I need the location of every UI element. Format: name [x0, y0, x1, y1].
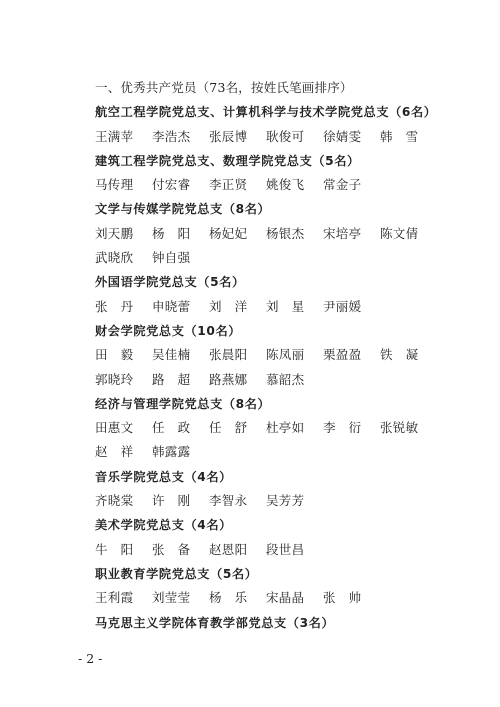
department-title: 文学与传媒学院党总支（8名） [95, 202, 271, 217]
member-name: 李 衍 [323, 420, 362, 436]
document-content [95, 76, 455, 635]
member-name: 赵 祥 [95, 444, 134, 460]
member-name: 张辰博 [209, 128, 248, 144]
member-name: 李智永 [209, 493, 248, 509]
department-title: 航空工程学院党总支、计算机科学与技术学院党总支（6名） [95, 105, 437, 120]
section-title: 一、优秀共产党员（73名，按姓氏笔画排序） [95, 80, 353, 95]
member-name: 李浩杰 [152, 128, 191, 144]
member-name: 申晓蕾 [152, 298, 191, 314]
member-name: 姚俊飞 [266, 177, 305, 193]
member-name: 任 政 [152, 420, 191, 436]
member-name: 田 毅 [95, 347, 134, 363]
member-name: 齐晓棠 [95, 493, 134, 509]
member-name: 宋培亭 [323, 225, 362, 241]
member-name-row [95, 343, 455, 367]
member-name: 杨银杰 [266, 225, 305, 241]
member-name-row [95, 295, 455, 319]
member-name: 路燕娜 [209, 371, 248, 387]
member-name: 陈文倩 [380, 225, 419, 241]
member-name-row [95, 125, 455, 149]
member-name: 韩 雪 [380, 128, 419, 144]
member-name: 张 丹 [95, 298, 134, 314]
page-number: - 2 - [78, 651, 103, 666]
member-name: 田惠文 [95, 420, 134, 436]
member-name: 杨 阳 [152, 225, 191, 241]
member-name-row [95, 416, 455, 440]
member-name: 栗盈盈 [323, 347, 362, 363]
member-name: 宋晶晶 [266, 590, 305, 606]
member-name: 路 超 [152, 371, 191, 387]
member-name: 杨妃妃 [209, 225, 248, 241]
member-name: 王满苹 [95, 128, 134, 144]
member-name-row [95, 538, 455, 562]
member-name: 李正贤 [209, 177, 248, 193]
department-title: 财会学院党总支（10名） [95, 323, 242, 338]
member-name: 武晓欣 [95, 250, 134, 266]
department-title: 经济与管理学院党总支（8名） [95, 396, 271, 411]
member-name-row [95, 440, 455, 464]
member-name: 钟自强 [152, 250, 191, 266]
member-name-row [95, 246, 455, 270]
member-name: 徐婧雯 [323, 128, 362, 144]
department-title: 建筑工程学院党总支、数理学院党总支（5名） [95, 153, 360, 168]
member-name: 铁 凝 [380, 347, 419, 363]
member-name: 赵恩阳 [209, 541, 248, 557]
member-name: 郭晓玲 [95, 371, 134, 387]
member-name: 杜亭如 [266, 420, 305, 436]
member-name: 张锐敏 [380, 420, 419, 436]
member-name: 王利霞 [95, 590, 134, 606]
member-name: 常金子 [323, 177, 362, 193]
department-title: 音乐学院党总支（4名） [95, 469, 232, 484]
member-name: 牛 阳 [95, 541, 134, 557]
member-name-row [95, 586, 455, 610]
member-name: 刘莹莹 [152, 590, 191, 606]
member-name: 付宏睿 [152, 177, 191, 193]
department-title: 外国语学院党总支（5名） [95, 275, 245, 290]
member-name: 段世昌 [266, 541, 305, 557]
member-name-row [95, 222, 455, 246]
department-title: 美术学院党总支（4名） [95, 518, 232, 533]
member-name-row [95, 489, 455, 513]
member-name-row [95, 173, 455, 197]
member-name: 吴佳楠 [152, 347, 191, 363]
member-name: 尹丽媛 [323, 298, 362, 314]
member-name: 陈凤丽 [266, 347, 305, 363]
member-name: 许 刚 [152, 493, 191, 509]
member-name: 耿俊可 [266, 128, 305, 144]
member-name: 张 备 [152, 541, 191, 557]
member-name: 马传理 [95, 177, 134, 193]
member-name: 张晨阳 [209, 347, 248, 363]
member-name-row [95, 368, 455, 392]
member-name: 刘 星 [266, 298, 305, 314]
department-title: 马克思主义学院体育教学部党总支（3名） [95, 615, 335, 630]
member-name: 张 帅 [323, 590, 362, 606]
member-name: 韩露露 [152, 444, 191, 460]
department-title: 职业教育学院党总支（5名） [95, 566, 258, 581]
member-name: 刘天鹏 [95, 225, 134, 241]
member-name: 吴芳芳 [266, 493, 305, 509]
member-name: 刘 洋 [209, 298, 248, 314]
member-name: 杨 乐 [209, 590, 248, 606]
member-name: 慕韶杰 [266, 371, 305, 387]
member-name: 任 舒 [209, 420, 248, 436]
